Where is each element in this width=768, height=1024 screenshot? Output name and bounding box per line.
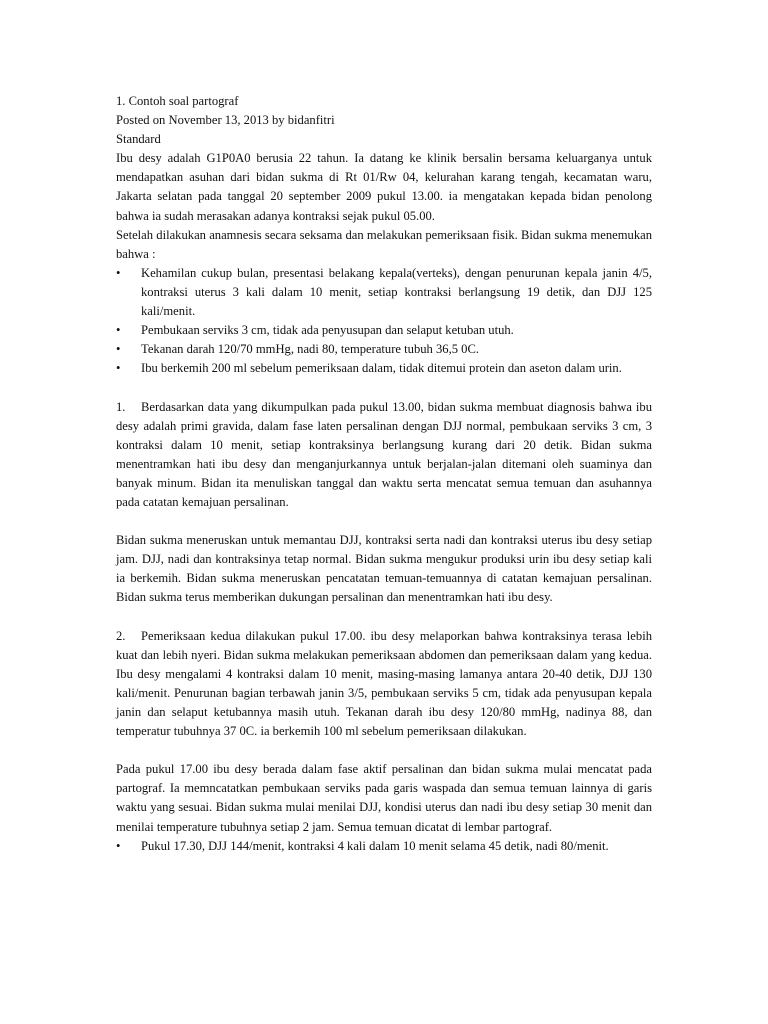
- paragraph-examination: Setelah dilakukan anamnesis secara seksama dan melakukan pemeriksaan fisik. Bidan sukma menemukan bahwa :: [116, 227, 652, 261]
- finding-item: [116, 264, 652, 321]
- number-label: 2.: [116, 628, 126, 643]
- blank-line: [116, 512, 652, 531]
- finding-text: Ibu berkemih 200 ml sebelum pemeriksaan dalam, tidak ditemui protein dan aseton dalam urin.: [141, 361, 622, 376]
- bullet-mark: •: [116, 838, 121, 853]
- paragraph-monitoring: Bidan sukma meneruskan untuk memantau DJJ, kontraksi serta nadi dan kontraksi uterus ibu desy setiap jam. DJJ, nadi dan kontraksinya tetap normal. Bidan sukma mengukur produksi urin ibu desy setiap kali ia berkemih. Bidan sukma meneruskan pencatatan temuan-temuannya di catatan kemajuan persalinan. Bidan sukma terus memberikan dukungan persalinan dan menentramkan hati ibu desy.: [116, 533, 652, 605]
- numbered-text: Berdasarkan data yang dikumpulkan pada pukul 13.00, bidan sukma membuat diagnosis bahwa ibu desy adalah primi gravida, dalam fase laten persalinan dengan DJJ normal, pembukaan serviks 3 cm, 3 kontraksi dalam 10 menit, setiap kontraksinya berlangsung kurang dari 20 detik. Bidan sukma menentramkan hati ibu desy dan menganjurkannya untuk berjalan-jalan ditemani oleh suaminya dan banyak minum. Bidan ita menuliskan tanggal dan waktu serta mencatat semua temuan dan asuhannya pada catatan kemajuan persalinan.: [116, 399, 652, 509]
- blank-line: [116, 608, 652, 627]
- paragraph-active-phase: Pada pukul 17.00 ibu desy berada dalam fase aktif persalinan dan bidan sukma mulai mencatat pada partograf. Ia memncatatkan pembukaan serviks pada garis waspada dan semua temuan lainnya di garis waktu yang sesuai. Bidan sukma mulai menilai DJJ, kondisi uterus dan nadi ibu desy setiap 30 menit dan menilai temperature tubuhnya setiap 2 jam. Semua temuan dicatat di lembar partograf.: [116, 762, 652, 834]
- finding-item: [116, 359, 652, 378]
- finding-item: [116, 340, 652, 359]
- number-label: 1.: [116, 399, 126, 414]
- paragraph-intro: Ibu desy adalah G1P0A0 berusia 22 tahun. Ia datang ke klinik bersalin bersama keluarganya untuk mendapatkan asuhan dari bidan sukma di Rt 01/Rw 04, kelurahan karang tengah, kecamatan waru, Jakarta selatan pada tanggal 20 september 2009 pukul 13.00. ia mengatakan kepada bidan penolong bahwa ia sudah merasakan adanya kontraksi sejak pukul 05.00.: [116, 151, 652, 223]
- numbered-paragraph-1: [116, 398, 652, 513]
- category-label: Standard: [116, 132, 161, 147]
- blank-line: [116, 741, 652, 760]
- finding-text: Pembukaan serviks 3 cm, tidak ada penyusupan dan selaput ketuban utuh.: [141, 323, 514, 338]
- bullet-mark: •: [116, 265, 121, 280]
- numbered-paragraph-2: [116, 627, 652, 742]
- finding-item: [116, 321, 652, 340]
- finding-text: Tekanan darah 120/70 mmHg, nadi 80, temperature tubuh 36,5 0C.: [141, 342, 480, 357]
- bullet-mark: •: [116, 342, 121, 357]
- blank-line: [116, 378, 652, 397]
- numbered-text: Pemeriksaan kedua dilakukan pukul 17.00. ibu desy melaporkan bahwa kontraksinya terasa lebih kuat dan lebih nyeri. Bidan sukma melakukan pemeriksaan abdomen dan pemeriksaan dalam yang kedua. Ibu desy mengalami 4 kontraksi dalam 10 menit, masing-masing lamanya antara 20-40 detik, DJJ 130 kali/menit. Penurunan bagian terbawah janin 3/5, pembukaan serviks 5 cm, tidak ada penyusupan kepala janin dan selaput ketubannya masih utuh. Tekanan darah ibu desy 120/80 mmHg, nadinya 88, dan temperatur tubuhnya 37 0C. ia berkemih 100 ml sebelum pemeriksaan dilakukan.: [116, 628, 652, 739]
- bullet-mark: •: [116, 323, 121, 338]
- observation-item: [116, 837, 652, 856]
- posted-info: Posted on November 13, 2013 by bidanfitri: [116, 113, 335, 128]
- observation-text: Pukul 17.30, DJJ 144/menit, kontraksi 4 kali dalam 10 menit selama 45 detik, nadi 80/menit.: [141, 838, 609, 853]
- bullet-mark: •: [116, 361, 121, 376]
- document-title: 1. Contoh soal partograf: [116, 94, 239, 108]
- finding-text: Kehamilan cukup bulan, presentasi belakang kepala(verteks), dengan penurunan kepala janin 4/5, kontraksi uterus 3 kali dalam 10 menit, setiap kontraksi berlangsung 19 detik, dan DJJ 125 kali/menit.: [141, 265, 652, 319]
